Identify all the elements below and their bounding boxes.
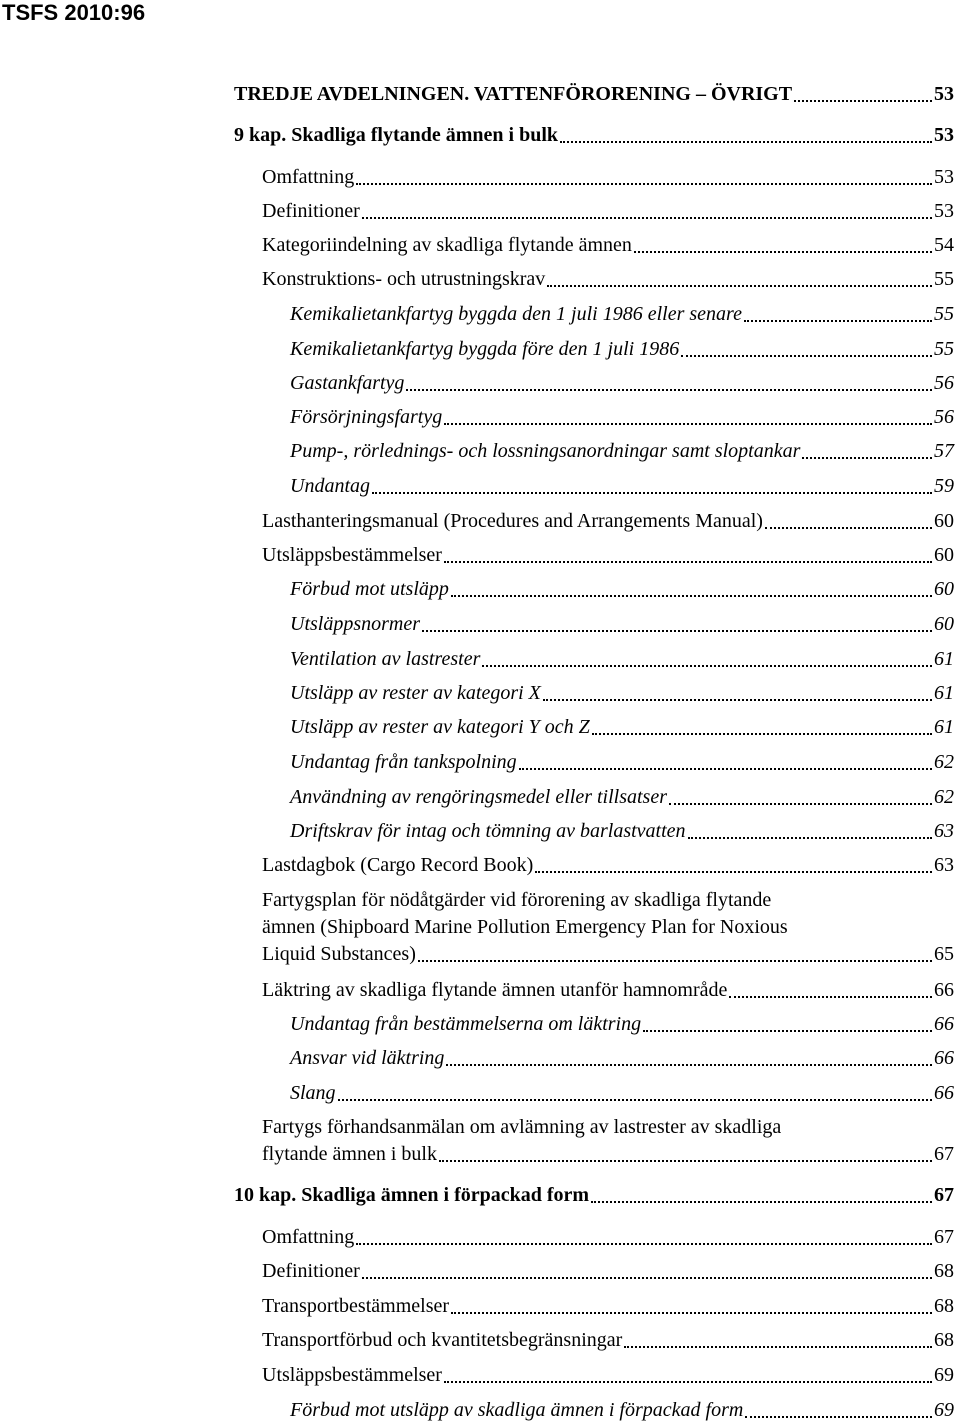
dot-leader (406, 389, 932, 391)
dot-leader (482, 665, 932, 667)
toc-entry-title: Undantag (290, 475, 370, 497)
dot-leader (794, 100, 932, 102)
toc-entry-title: 10 kap. Skadliga ämnen i förpackad form (234, 1184, 590, 1206)
toc-entry-page-number: 67 (934, 1226, 954, 1248)
toc-entry[interactable] (262, 1327, 954, 1354)
toc-entry-title: Utsläppsnormer (290, 613, 421, 635)
dot-leader (729, 996, 932, 998)
toc-entry[interactable] (262, 1293, 954, 1320)
toc-entry[interactable] (262, 1224, 954, 1251)
toc-entry-page-number: 69 (934, 1364, 954, 1386)
toc-entry-title: Lasthanteringsmanual (Procedures and Arrangements Manual) (262, 510, 763, 532)
toc-entry-title: TREDJE AVDELNINGEN. VATTENFÖRORENING – ÖVRIGT (234, 83, 793, 105)
toc-entry-page-number: 67 (934, 1143, 954, 1165)
toc-entry[interactable] (262, 977, 954, 1004)
toc-entry[interactable] (290, 336, 954, 363)
toc-entry-title: 9 kap. Skadliga flytande ämnen i bulk (234, 124, 558, 146)
dot-leader (543, 699, 932, 701)
toc-entry-page-number: 54 (934, 234, 954, 256)
toc-entry[interactable] (290, 749, 954, 776)
dot-leader (592, 733, 932, 735)
toc-entry-page-number: 57 (934, 440, 954, 462)
toc-entry[interactable] (290, 1011, 954, 1038)
toc-entry-title: Definitioner (262, 1260, 360, 1282)
dot-leader (624, 1346, 932, 1348)
toc-entry-title: Förbud mot utsläpp av skadliga ämnen i förpackad form (290, 1399, 744, 1421)
toc-entry[interactable] (290, 784, 954, 811)
toc-entry-title: Ansvar vid läktring (290, 1047, 445, 1069)
toc-entry[interactable] (290, 1080, 954, 1107)
toc-entry-title: Kemikalietankfartyg byggda den 1 juli 1986 eller senare (290, 303, 742, 325)
toc-entry-title: Pump-, rörlednings- och lossningsanordningar samt sloptankar (290, 440, 801, 462)
toc-entry-page-number: 68 (934, 1295, 954, 1317)
dot-leader (451, 1312, 932, 1314)
toc-entry-title: Driftskrav för intag och tömning av barlastvatten (290, 820, 686, 842)
toc-entry[interactable] (290, 438, 954, 465)
dot-leader (560, 141, 932, 143)
toc-entry[interactable] (262, 1114, 954, 1168)
toc-entry-title: Definitioner (262, 200, 360, 222)
dot-leader (744, 320, 932, 322)
toc-entry-page-number: 61 (934, 716, 954, 738)
toc-entry[interactable] (290, 370, 954, 397)
toc-entry[interactable] (290, 576, 954, 603)
toc-entry-title: Undantag från bestämmelserna om läktring (290, 1013, 642, 1035)
toc-entry-title: Utsläppsbestämmelser (262, 544, 442, 566)
toc-entry[interactable] (290, 301, 954, 328)
toc-entry-page-number: 53 (934, 166, 954, 188)
dot-leader (444, 561, 932, 563)
toc-entry-page-number: 66 (934, 979, 954, 1001)
dot-leader (634, 251, 932, 253)
toc-entry-page-number: 62 (934, 751, 954, 773)
dot-leader (439, 1160, 932, 1162)
dot-leader (372, 492, 932, 494)
toc-entry-title: Undantag från tankspolning (290, 751, 517, 773)
toc-entry[interactable] (262, 266, 954, 293)
toc-entry-title: Liquid Substances) (262, 943, 416, 965)
toc-entry-title: Lastdagbok (Cargo Record Book) (262, 854, 534, 876)
toc-entry[interactable] (262, 164, 954, 191)
toc-entry-page-number: 68 (934, 1260, 954, 1282)
toc-entry-page-number: 55 (934, 303, 954, 325)
toc-entry[interactable] (262, 852, 954, 879)
toc-entry-title: Utsläpp av rester av kategori Y och Z (290, 716, 590, 738)
dot-leader (643, 1030, 932, 1032)
toc-entry[interactable] (262, 198, 954, 225)
toc-entry-page-number: 65 (934, 943, 954, 965)
toc-entry[interactable] (262, 232, 954, 259)
toc-entry-title-line: Fartygsplan för nödåtgärder vid förorening av skadliga flytande (262, 889, 772, 911)
toc-entry-page-number: 60 (934, 578, 954, 600)
dot-leader (519, 768, 932, 770)
toc-entry-page-number: 61 (934, 682, 954, 704)
toc-entry-title: Ventilation av lastrester (290, 648, 481, 670)
toc-entry[interactable] (290, 646, 954, 673)
dot-leader (444, 423, 932, 425)
toc-entry-title: Omfattning (262, 166, 355, 188)
toc-entry-title: Transportförbud och kvantitetsbegränsningar (262, 1329, 623, 1351)
toc-entry-title: Konstruktions- och utrustningskrav (262, 268, 546, 290)
toc-entry-last-line (262, 941, 954, 968)
toc-entry-page-number: 62 (934, 786, 954, 808)
toc-entry-title: Transportbestämmelser (262, 1295, 450, 1317)
toc-entry-title: flytande ämnen i bulk (262, 1143, 437, 1165)
toc-entry-page-number: 66 (934, 1082, 954, 1104)
toc-entry[interactable] (290, 473, 954, 500)
toc-entry-page-number: 59 (934, 475, 954, 497)
toc-entry-title: Kemikalietankfartyg byggda före den 1 juli 1986 (290, 338, 680, 360)
toc-entry-page-number: 61 (934, 648, 954, 670)
dot-leader (356, 183, 932, 185)
toc-entry[interactable] (234, 81, 954, 108)
toc-entry-page-number: 60 (934, 544, 954, 566)
dot-leader (802, 457, 932, 459)
dot-leader (669, 803, 932, 805)
toc-entry[interactable] (262, 542, 954, 569)
toc-entry-last-line (262, 1141, 954, 1168)
toc-entry[interactable] (290, 680, 954, 707)
toc-entry-page-number: 60 (934, 510, 954, 532)
toc-entry-page-number: 53 (934, 200, 954, 222)
toc-entry-page-number: 63 (934, 820, 954, 842)
page-header: TSFS 2010:96 (2, 0, 146, 25)
toc-entry-title-line: Fartygs förhandsanmälan om avlämning av lastrester av skadliga (262, 1116, 782, 1138)
dot-leader (765, 527, 932, 529)
toc-entry[interactable] (262, 887, 954, 968)
dot-leader (547, 285, 932, 287)
toc-entry-page-number: 66 (934, 1013, 954, 1035)
toc-entry-title-line: ämnen (Shipboard Marine Pollution Emergency Plan for Noxious (262, 916, 788, 938)
toc-entry-page-number: 69 (934, 1399, 954, 1421)
dot-leader (362, 1277, 932, 1279)
dot-leader (451, 595, 932, 597)
dot-leader (745, 1416, 932, 1418)
toc-entry-title: Kategoriindelning av skadliga flytande ämnen (262, 234, 632, 256)
toc-entry-title: Försörjningsfartyg (290, 406, 443, 428)
toc-entry-title: Läktring av skadliga flytande ämnen utanför hamnområde (262, 979, 728, 1001)
toc-entry[interactable] (290, 818, 954, 845)
toc-entry-page-number: 56 (934, 406, 954, 428)
dot-leader (444, 1381, 932, 1383)
dot-leader (446, 1064, 932, 1066)
toc-entry[interactable] (290, 714, 954, 741)
toc-entry[interactable] (234, 122, 954, 149)
dot-leader (591, 1201, 932, 1203)
dot-leader (356, 1243, 932, 1245)
toc-entry-page-number: 55 (934, 268, 954, 290)
toc-entry-title: Utsläppsbestämmelser (262, 1364, 442, 1386)
toc-entry-title: Gastankfartyg (290, 372, 405, 394)
toc-entry-title: Användning av rengöringsmedel eller tillsatser (290, 786, 667, 808)
toc-entry-title: Omfattning (262, 1226, 355, 1248)
toc-entry-page-number: 68 (934, 1329, 954, 1351)
toc-entry-title: Förbud mot utsläpp (290, 578, 449, 600)
toc-entry[interactable] (262, 508, 954, 535)
toc-entry-page-number: 53 (934, 124, 954, 146)
toc-entry-title: Slang (290, 1082, 336, 1104)
toc-entry-page-number: 66 (934, 1047, 954, 1069)
toc-entry[interactable] (262, 1362, 954, 1389)
toc-entry[interactable] (234, 1182, 954, 1209)
dot-leader (418, 960, 932, 962)
dot-leader (688, 837, 932, 839)
dot-leader (535, 871, 932, 873)
toc-entry-page-number: 56 (934, 372, 954, 394)
dot-leader (338, 1099, 932, 1101)
toc-entry[interactable] (290, 1397, 954, 1424)
toc-entry[interactable] (290, 1045, 954, 1072)
dot-leader (422, 630, 932, 632)
toc-entry-page-number: 55 (934, 338, 954, 360)
toc-entry-page-number: 60 (934, 613, 954, 635)
toc-entry[interactable] (262, 1258, 954, 1285)
dot-leader (362, 217, 932, 219)
toc-entry-page-number: 53 (934, 83, 954, 105)
toc-entry[interactable] (290, 404, 954, 431)
toc-entry-page-number: 67 (934, 1184, 954, 1206)
toc-entry-title: Utsläpp av rester av kategori X (290, 682, 541, 704)
toc-entry-page-number: 63 (934, 854, 954, 876)
toc-entry[interactable] (290, 611, 954, 638)
dot-leader (681, 355, 932, 357)
